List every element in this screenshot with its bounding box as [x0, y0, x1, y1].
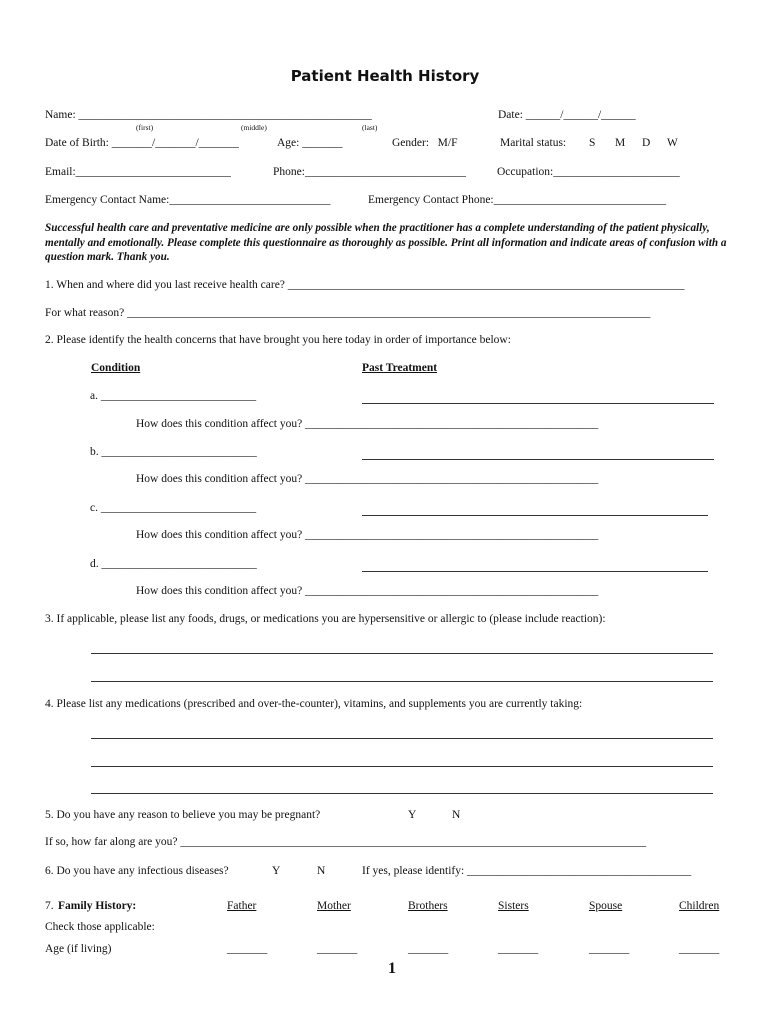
question-1[interactable]: 1. When and where did you last receive health care? _____________________________________________________________________ [45, 279, 685, 291]
question-5: 5. Do you have any reason to believe you may be pregnant? [45, 809, 321, 821]
treatment-a-line[interactable] [362, 403, 714, 404]
question-6: 6. Do you have any infectious diseases? [45, 865, 229, 877]
age-spouse-field[interactable]: _______ [589, 943, 630, 955]
family-history-label: Family History: [58, 900, 137, 912]
age-father-field[interactable]: _______ [227, 943, 268, 955]
emergency-name-field[interactable]: Emergency Contact Name:____________________________ [45, 194, 331, 206]
condition-c[interactable]: c. ___________________________ [90, 502, 257, 514]
marital-status-label: Marital status: [500, 137, 567, 149]
page-title: Patient Health History [290, 67, 480, 85]
allergy-line-2[interactable] [91, 681, 713, 682]
email-field[interactable]: Email:___________________________ [45, 166, 231, 178]
date-field[interactable]: Date: ______/______/______ [498, 109, 636, 121]
medication-line-1[interactable] [91, 738, 713, 739]
condition-d[interactable]: d. ___________________________ [90, 558, 257, 570]
allergy-line-1[interactable] [91, 653, 713, 654]
condition-header: Condition [91, 362, 141, 374]
pregnancy-duration-field[interactable]: If so, how far along are you? _________________________________________________________________________________ [45, 836, 647, 848]
marital-option-w[interactable]: W [667, 137, 678, 149]
marital-option-s[interactable]: S [589, 137, 596, 149]
check-applicable-label: Check those applicable: [45, 921, 155, 933]
medication-line-2[interactable] [91, 766, 713, 767]
age-field[interactable]: Age: _______ [277, 137, 343, 149]
infectious-identify-field[interactable]: If yes, please identify: _______________________________________ [362, 865, 692, 877]
infectious-no[interactable]: N [317, 865, 326, 877]
emergency-phone-field[interactable]: Emergency Contact Phone:______________________________ [368, 194, 667, 206]
dob-field[interactable]: Date of Birth: _______/_______/_______ [45, 137, 239, 149]
page-number: 1 [388, 960, 396, 977]
question-3: 3. If applicable, please list any foods, drugs, or medications you are hypersensitive or allergic to (please include reaction): [45, 613, 606, 625]
condition-a-affect[interactable]: How does this condition affect you? ___________________________________________________ [136, 418, 599, 430]
first-name-caption: (first) [136, 123, 154, 132]
age-mother-field[interactable]: _______ [317, 943, 358, 955]
occupation-field[interactable]: Occupation:______________________ [497, 166, 680, 178]
age-sisters-field[interactable]: _______ [498, 943, 539, 955]
medication-line-3[interactable] [91, 793, 713, 794]
treatment-d-line[interactable] [362, 571, 708, 572]
question-1-reason[interactable]: For what reason? ___________________________________________________________________________________________ [45, 307, 651, 319]
age-children-field[interactable]: _______ [679, 943, 720, 955]
pregnant-no[interactable]: N [452, 809, 461, 821]
family-col-sisters: Sisters [498, 900, 529, 912]
intro-paragraph: Successful health care and preventative medicine are only possible when the practitioner has a complete understanding of the patient physically, mentally and emotionally. Please complete this questionnaire as thoroughly as possible. Print all information and indicate areas of confusion with a question mark. Thank you. [45, 222, 727, 263]
question-2: 2. Please identify the health concerns that have brought you here today in order of importance below: [45, 334, 511, 346]
middle-name-caption: (middle) [241, 123, 267, 132]
question-7-number: 7. [45, 900, 54, 912]
family-col-children: Children [679, 900, 720, 912]
question-4: 4. Please list any medications (prescribed and over-the-counter), vitamins, and supplements you are currently taking: [45, 698, 583, 710]
age-brothers-field[interactable]: _______ [408, 943, 449, 955]
condition-d-affect[interactable]: How does this condition affect you? ___________________________________________________ [136, 585, 599, 597]
age-if-living-label: Age (if living) [45, 943, 112, 955]
condition-b-affect[interactable]: How does this condition affect you? ___________________________________________________ [136, 473, 599, 485]
treatment-c-line[interactable] [362, 515, 708, 516]
condition-a[interactable]: a. ___________________________ [90, 390, 257, 402]
family-col-father: Father [227, 900, 257, 912]
name-field[interactable]: Name: ___________________________________________________ [45, 109, 372, 121]
phone-field[interactable]: Phone:____________________________ [273, 166, 466, 178]
last-name-caption: (last) [362, 123, 378, 132]
family-col-mother: Mother [317, 900, 351, 912]
pregnant-yes[interactable]: Y [408, 809, 417, 821]
infectious-yes[interactable]: Y [272, 865, 281, 877]
gender-field[interactable]: Gender: M/F [392, 137, 458, 149]
condition-b[interactable]: b. ___________________________ [90, 446, 257, 458]
family-col-brothers: Brothers [408, 900, 448, 912]
treatment-b-line[interactable] [362, 459, 714, 460]
past-treatment-header: Past Treatment [362, 362, 438, 374]
family-col-spouse: Spouse [589, 900, 623, 912]
marital-option-m[interactable]: M [615, 137, 626, 149]
condition-c-affect[interactable]: How does this condition affect you? ___________________________________________________ [136, 529, 599, 541]
marital-option-d[interactable]: D [642, 137, 651, 149]
